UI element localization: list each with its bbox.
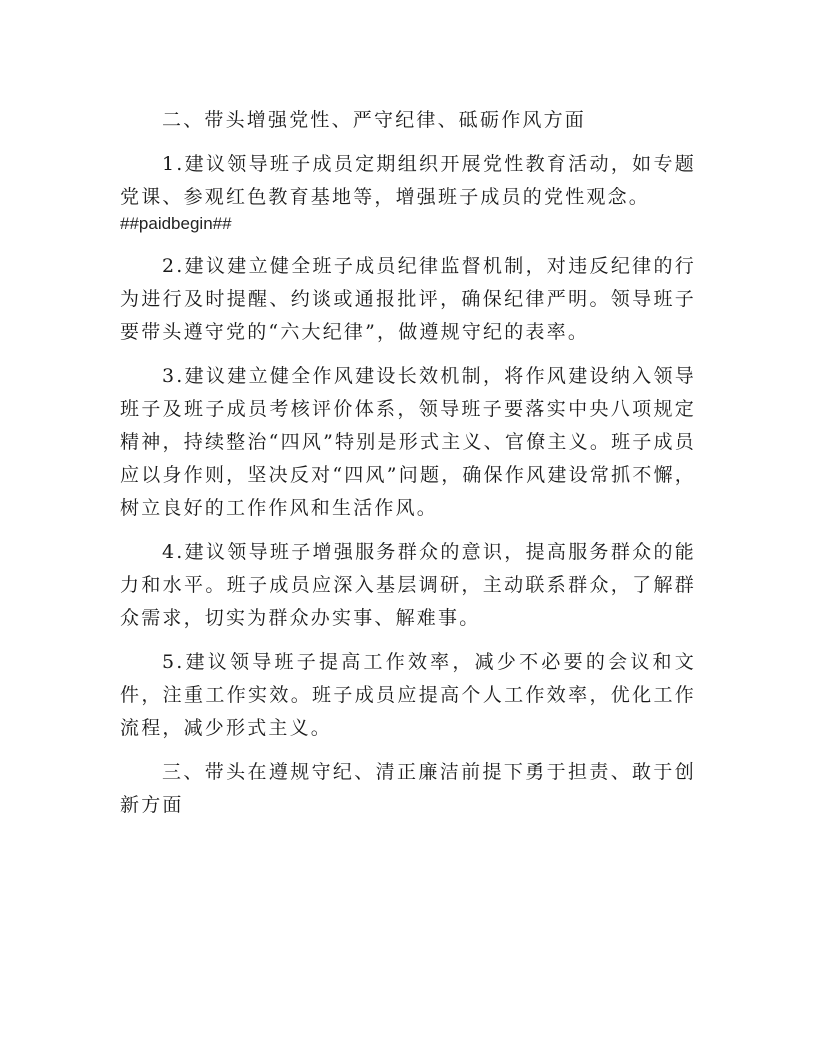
document-body <box>120 104 696 833</box>
section-heading-3: 三、带头在遵规守纪、清正廉洁前提下勇于担责、敢于创新方面 <box>120 761 696 816</box>
section-heading-2: 二、带头增强党性、严守纪律、砥砺作风方面 <box>162 109 587 131</box>
paragraph-item-3: 3.建议建立健全作风建设长效机制，将作风建设纳入领导班子及班子成员考核评价体系，领导班子要落实中央八项规定精神，持续整治“四风”特别是形式主义、官僚主义。班子成员应以身作则，坚决反对“四风”问题，确保作风建设常抓不懈，树立良好的工作作风和生活作风。 <box>120 365 696 519</box>
paragraph-item-1: 1.建议领导班子成员定期组织开展党性教育活动，如专题党课、参观红色教育基地等，增强班子成员的党性观念。 <box>120 153 696 208</box>
paragraph-item-4: 4.建议领导班子增强服务群众的意识，提高服务群众的能力和水平。班子成员应深入基层调研，主动联系群众，了解群众需求，切实为群众办实事、解难事。 <box>120 541 696 629</box>
paragraph-item-2: 2.建议建立健全班子成员纪律监督机制，对违反纪律的行为进行及时提醒、约谈或通报批评，确保纪律严明。领导班子要带头遵守党的“六大纪律”，做遵规守纪的表率。 <box>120 255 696 343</box>
paragraph-item-5: 5.建议领导班子提高工作效率，减少不必要的会议和文件，注重工作实效。班子成员应提高个人工作效率，优化工作流程，减少形式主义。 <box>120 651 696 739</box>
paid-begin-marker: ##paidbegin## <box>120 214 232 233</box>
